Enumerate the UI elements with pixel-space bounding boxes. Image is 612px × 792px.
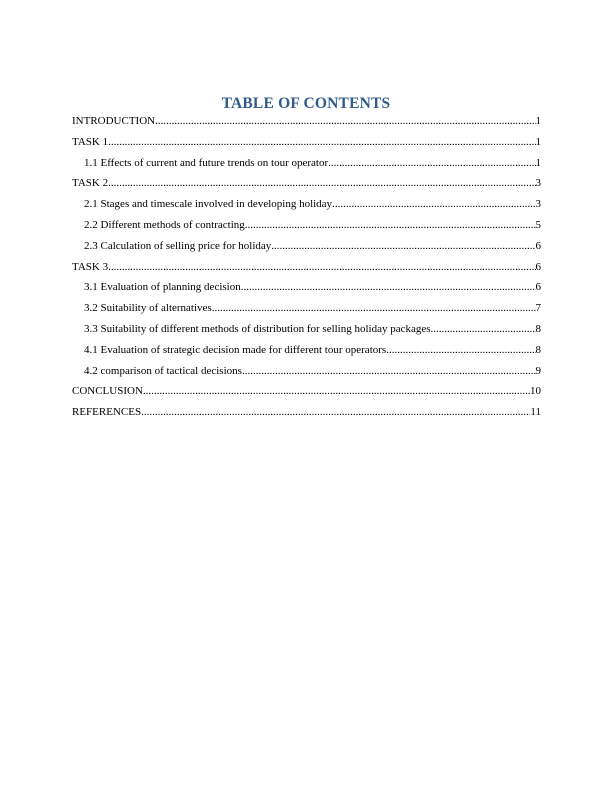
toc-entry-page: 10 <box>530 385 541 398</box>
toc-entry[interactable] <box>72 176 541 197</box>
toc-dot-leader <box>141 405 530 419</box>
toc-dot-leader <box>328 156 535 170</box>
toc-dot-leader <box>431 322 536 336</box>
toc-dot-leader <box>108 260 535 274</box>
toc-dot-leader <box>155 114 535 128</box>
toc-dot-leader <box>245 218 536 232</box>
toc-entry-page: 5 <box>535 218 541 231</box>
toc-entry-page: 11 <box>530 406 541 419</box>
toc-entry-page: 6 <box>535 281 541 294</box>
toc-dot-leader <box>108 135 535 149</box>
toc-entry-label: 4.1 Evaluation of strategic decision made for different tour operators <box>84 343 387 356</box>
toc-entry[interactable] <box>72 260 541 281</box>
toc-entry[interactable] <box>72 322 541 343</box>
toc-entry-label: REFERENCES <box>72 406 142 419</box>
toc-entry-label: 3.3 Suitability of different methods of distribution for selling holiday packages <box>84 322 431 335</box>
toc-entry[interactable] <box>72 301 541 322</box>
toc-entry[interactable] <box>72 197 541 218</box>
toc-entry[interactable] <box>72 239 541 260</box>
toc-entry[interactable] <box>72 218 541 239</box>
toc-entry[interactable] <box>72 364 541 385</box>
toc-dot-leader <box>271 239 535 253</box>
toc-entry-page: 8 <box>535 322 541 335</box>
toc-entry-page: 3 <box>535 177 541 190</box>
toc-entry-label: 2.2 Different methods of contracting <box>84 218 245 231</box>
toc-list <box>72 114 541 426</box>
toc-dot-leader <box>241 280 536 294</box>
toc-entry-label: TASK 3 <box>72 260 109 273</box>
toc-entry-label: TASK 2 <box>72 177 109 190</box>
toc-dot-leader <box>212 301 536 315</box>
toc-entry-page: 6 <box>535 260 541 273</box>
toc-entry-label: 3.2 Suitability of alternatives <box>84 302 212 315</box>
toc-dot-leader <box>242 364 536 378</box>
toc-entry[interactable] <box>72 114 541 135</box>
toc-entry[interactable] <box>72 384 541 405</box>
toc-title: TABLE OF CONTENTS <box>221 95 391 112</box>
toc-entry-label: TASK 1 <box>72 135 109 148</box>
toc-entry[interactable] <box>72 135 541 156</box>
toc-dot-leader <box>386 343 535 357</box>
toc-entry-page: 1 <box>535 115 541 127</box>
toc-entry-label: CONCLUSION <box>72 385 143 398</box>
toc-entry-label: INTRODUCTION <box>72 115 156 127</box>
toc-dot-leader <box>143 384 530 398</box>
toc-entry-label: 2.3 Calculation of selling price for holiday <box>84 239 272 252</box>
toc-entry-page: 3 <box>535 198 541 211</box>
toc-entry-page: 8 <box>535 343 541 356</box>
toc-entry-page: 6 <box>535 239 541 252</box>
toc-entry-label: 1.1 Effects of current and future trends on tour operator <box>84 156 329 169</box>
toc-entry[interactable] <box>72 405 541 426</box>
toc-entry-page: 9 <box>535 364 541 377</box>
toc-entry-page: 7 <box>535 302 541 315</box>
toc-entry-page: 1 <box>535 156 541 169</box>
toc-entry-label: 3.1 Evaluation of planning decision <box>84 281 241 294</box>
toc-entry[interactable] <box>72 343 541 364</box>
toc-entry-page: 1 <box>535 135 541 148</box>
toc-entry-label: 4.2 comparison of tactical decisions <box>84 364 242 377</box>
toc-entry[interactable] <box>72 156 541 177</box>
toc-dot-leader <box>108 176 535 190</box>
toc-entry[interactable] <box>72 280 541 301</box>
toc-dot-leader <box>332 197 535 211</box>
toc-entry-label: 2.1 Stages and timescale involved in developing holiday <box>84 198 333 211</box>
